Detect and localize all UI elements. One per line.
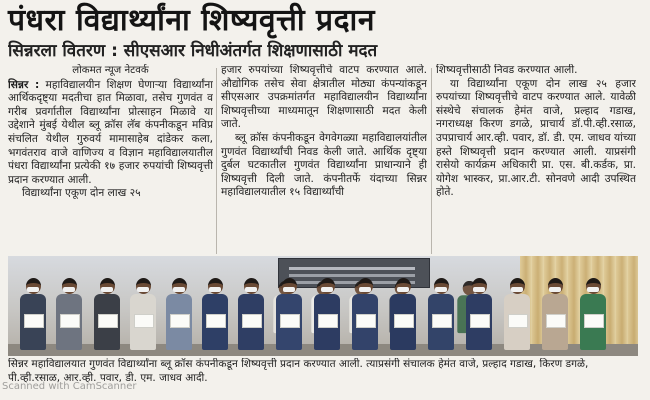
- person-figure: [540, 278, 570, 350]
- person-figure: [388, 278, 418, 350]
- person-figure: [502, 278, 532, 350]
- column-1: [8, 64, 213, 256]
- person-figure: [92, 278, 122, 350]
- person-figure: [128, 278, 158, 350]
- paragraph: [8, 79, 213, 188]
- group-photo: [8, 256, 638, 356]
- person-figure: [18, 278, 48, 350]
- person-figure: [464, 278, 494, 350]
- person-figure: [426, 278, 456, 350]
- column-3: [436, 64, 636, 256]
- paragraph: हजार रुपयांच्या शिष्यवृत्तीचे वाटप करण्यात आले. औद्योगिक तसेच सेवा क्षेत्रातील मोठ्या कंपन्यांकडून सीएसआर उपक्रमांतर्गत महाविद्यालयीन विद्यार्थ्यांना शिष्यवृत्तीच्या माध्यमातून शिक्षणासाठी मदत केली जाते.: [221, 64, 427, 131]
- photo-caption: सिन्नर महाविद्यालयात गुणवंत विद्यार्थ्यांना ब्लू क्रॉस कंपनीकडून शिष्यवृत्ती प्रदान करण्यात आली. त्याप्रसंगी संचालक हेमंत वाजे, प्रल्हाद गडाख, किरण डगळे, पी.व्ही.रसाळ, आर.व्ही. पवार, डी. एम. जाधव आदी.: [8, 358, 589, 384]
- article-body: [8, 64, 644, 256]
- person-figure: [236, 278, 266, 350]
- person-figure: [164, 278, 194, 350]
- column-2: [221, 64, 427, 256]
- person-figure: [578, 278, 608, 350]
- paragraph: विद्यार्थ्यांना एकूण दोन लाख २५: [22, 187, 141, 200]
- person-figure: [54, 278, 84, 350]
- scanner-watermark: Scanned with CamScanner: [2, 381, 137, 392]
- column-divider: [216, 68, 217, 254]
- subheadline: सिन्नरला वितरण : सीएसआर निधीअंतर्गत शिक्षणासाठी मदत: [8, 41, 378, 61]
- person-figure: [274, 278, 304, 350]
- byline: लोकमत न्यूज नेटवर्क: [72, 65, 149, 76]
- person-figure: [350, 278, 380, 350]
- paragraph: शिष्यवृत्तीसाठी निवड करण्यात आली.: [436, 64, 578, 76]
- person-figure: [200, 278, 230, 350]
- paragraph-text: महाविद्यालयीन शिक्षण घेणाऱ्या विद्यार्थ्यांना आर्थिकदृष्ट्या मदतीचा हात मिळावा, तसेच गुणवंत व गरीब प्रवर्गातील विद्यार्थ्यांना प्रोत्साहन मिळावे या उद्देशाने मुंबई येथील ब्लू क्रॉस लॅब कंपनीकडून मविप्र संचलित येथील गुरुवर्य मामासाहेब दांडेकर कला, भगवंतराव वाजे वाणिज्य व विज्ञान महाविद्यालयातील पंधरा विद्यार्थ्यांना प्रत्येकी १७ हजार रुपयांची शिष्यवृत्ती प्रदान करण्यात आली.: [8, 78, 213, 186]
- paragraph: ब्लू क्रॉस कंपनीकडून वेगवेगळ्या महाविद्यालयांतील गुणवंत विद्यार्थ्यांची निवड केली जाते. आर्थिक दृष्ट्या दुर्बल घटकातील गुणवंत विद्यार्थ्यांना प्राधान्याने ही शिष्यवृत्ती दिली जाते. कंपनीतर्फे यंदाच्या सिन्नर महाविद्यालयातील १५ विद्यार्थ्यांची: [221, 131, 427, 199]
- headline: पंधरा विद्यार्थ्यांना शिष्यवृत्ती प्रदान: [8, 3, 375, 38]
- column-divider: [431, 68, 432, 254]
- paragraph: या विद्यार्थ्यांना एकूण दोन लाख २५ हजार रुपयांच्या शिष्यवृत्तीचे वाटप करण्यात आले. यावेळी संस्थेचे संचालक हेमंत वाजे, प्रल्हाद गडाख, नगराध्यक्ष किरण डगळे, प्राचार्य डॉ.पी.व्ही.रसाळ, उपप्राचार्य आर.व्ही. पवार, डॉ. डी. एम. जाधव यांच्या हस्ते शिष्यवृत्ती प्रदान करण्यात आली. याप्रसंगी रासेयो कार्यक्रम अधिकारी प्रा. एस. बी.कर्डक, प्रा. योगेश भास्कर, प्रा.आर.टी. सोनवणे आदी उपस्थित होते.: [436, 77, 636, 199]
- dateline: सिन्नर :: [8, 78, 40, 91]
- person-figure: [312, 278, 342, 350]
